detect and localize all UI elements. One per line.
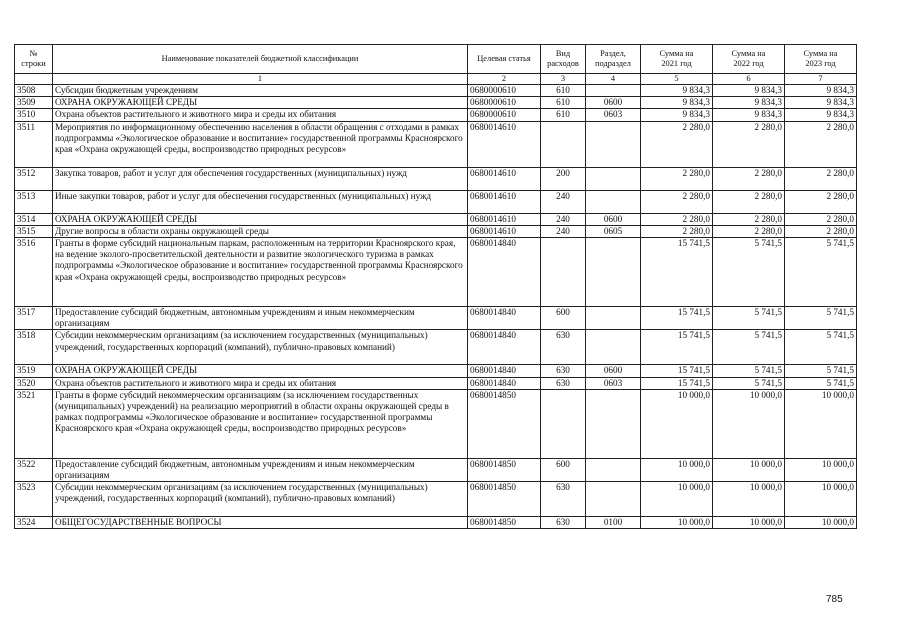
column-index-cell: 7 bbox=[785, 74, 857, 85]
expense-type-cell: 630 bbox=[541, 365, 586, 377]
section-cell: 0600 bbox=[586, 97, 641, 109]
target-article-cell: 0680014610 bbox=[468, 121, 541, 167]
table-row bbox=[15, 190, 857, 213]
sum-2021-cell: 2 280,0 bbox=[641, 213, 713, 225]
indicator-name-cell: ОХРАНА ОКРУЖАЮЩЕЙ СРЕДЫ bbox=[53, 365, 468, 377]
indicator-name-cell: Субсидии некоммерческим организациям (за исключением государственных (муниципальных) учреждений, государственных корпораций (компаний), публично-правовых компаний) bbox=[53, 330, 468, 365]
expense-type-cell: 240 bbox=[541, 190, 586, 213]
sum-2023-cell: 10 000,0 bbox=[785, 389, 857, 458]
sum-2021-cell: 10 000,0 bbox=[641, 482, 713, 517]
table-row bbox=[15, 365, 857, 377]
section-cell bbox=[586, 190, 641, 213]
column-index-cell bbox=[15, 74, 53, 85]
sum-2022-cell: 2 280,0 bbox=[713, 190, 785, 213]
sum-2022-cell: 9 834,3 bbox=[713, 109, 785, 121]
sum-2021-cell: 2 280,0 bbox=[641, 121, 713, 167]
sum-2021-cell: 15 741,5 bbox=[641, 307, 713, 330]
section-cell bbox=[586, 167, 641, 190]
sum-2021-cell: 2 280,0 bbox=[641, 225, 713, 237]
row-number-cell: 3511 bbox=[15, 121, 53, 167]
sum-2021-cell: 9 834,3 bbox=[641, 109, 713, 121]
section-cell bbox=[586, 330, 641, 365]
sum-2023-cell: 10 000,0 bbox=[785, 458, 857, 481]
target-article-cell: 0680014840 bbox=[468, 307, 541, 330]
sum-2021-cell: 10 000,0 bbox=[641, 389, 713, 458]
target-article-cell: 0680000610 bbox=[468, 109, 541, 121]
column-index-cell: 1 bbox=[53, 74, 468, 85]
expense-type-cell: 600 bbox=[541, 307, 586, 330]
page-number: 785 bbox=[826, 594, 843, 605]
header-row bbox=[15, 45, 857, 74]
target-article-cell: 0680014840 bbox=[468, 238, 541, 307]
sum-2021-cell: 15 741,5 bbox=[641, 377, 713, 389]
sum-2023-cell: 10 000,0 bbox=[785, 517, 857, 529]
indicator-name-cell: Охрана объектов растительного и животного мира и среды их обитания bbox=[53, 109, 468, 121]
expense-type-cell: 630 bbox=[541, 330, 586, 365]
sum-2023-cell: 2 280,0 bbox=[785, 213, 857, 225]
sum-2023-cell: 2 280,0 bbox=[785, 190, 857, 213]
sum-2023-cell: 9 834,3 bbox=[785, 97, 857, 109]
sum-2023-cell: 5 741,5 bbox=[785, 238, 857, 307]
target-article-cell: 0680000610 bbox=[468, 97, 541, 109]
indicator-name-cell: Охрана объектов растительного и животного мира и среды их обитания bbox=[53, 377, 468, 389]
expense-type-cell bbox=[541, 389, 586, 458]
section-cell: 0603 bbox=[586, 377, 641, 389]
sum-2022-cell: 5 741,5 bbox=[713, 307, 785, 330]
sum-2022-cell: 2 280,0 bbox=[713, 225, 785, 237]
table-row bbox=[15, 330, 857, 365]
row-number-cell: 3520 bbox=[15, 377, 53, 389]
section-cell bbox=[586, 389, 641, 458]
target-article-cell: 0680014850 bbox=[468, 482, 541, 517]
sum-2021-cell: 10 000,0 bbox=[641, 458, 713, 481]
expense-type-cell: 610 bbox=[541, 109, 586, 121]
table-row bbox=[15, 109, 857, 121]
sum-2022-cell: 10 000,0 bbox=[713, 482, 785, 517]
sum-2023-cell: 9 834,3 bbox=[785, 85, 857, 97]
row-number-cell: 3512 bbox=[15, 167, 53, 190]
header-row-no: № строки bbox=[15, 45, 53, 74]
budget-table bbox=[14, 44, 857, 529]
sum-2022-cell: 9 834,3 bbox=[713, 85, 785, 97]
section-cell: 0100 bbox=[586, 517, 641, 529]
sum-2022-cell: 5 741,5 bbox=[713, 377, 785, 389]
target-article-cell: 0680014610 bbox=[468, 167, 541, 190]
indicator-name-cell: ОХРАНА ОКРУЖАЮЩЕЙ СРЕДЫ bbox=[53, 97, 468, 109]
column-index-cell: 6 bbox=[713, 74, 785, 85]
indicator-name-cell: Субсидии некоммерческим организациям (за исключением государственных (муниципальных) учреждений, государственных корпораций (компаний), публично-правовых компаний) bbox=[53, 482, 468, 517]
section-cell bbox=[586, 482, 641, 517]
table-row bbox=[15, 377, 857, 389]
section-cell bbox=[586, 307, 641, 330]
indicator-name-cell: Другие вопросы в области охраны окружающей среды bbox=[53, 225, 468, 237]
row-number-cell: 3516 bbox=[15, 238, 53, 307]
expense-type-cell: 240 bbox=[541, 213, 586, 225]
column-index-cell: 3 bbox=[541, 74, 586, 85]
table-row bbox=[15, 225, 857, 237]
header-sum-2021: Сумма на 2021 год bbox=[641, 45, 713, 74]
indicator-name-cell: Субсидии бюджетным учреждениям bbox=[53, 85, 468, 97]
section-cell: 0600 bbox=[586, 213, 641, 225]
expense-type-cell: 200 bbox=[541, 167, 586, 190]
expense-type-cell: 610 bbox=[541, 97, 586, 109]
expense-type-cell: 630 bbox=[541, 517, 586, 529]
row-number-cell: 3524 bbox=[15, 517, 53, 529]
row-number-cell: 3519 bbox=[15, 365, 53, 377]
target-article-cell: 0680000610 bbox=[468, 85, 541, 97]
target-article-cell: 0680014840 bbox=[468, 377, 541, 389]
sum-2022-cell: 10 000,0 bbox=[713, 458, 785, 481]
row-number-cell: 3509 bbox=[15, 97, 53, 109]
target-article-cell: 0680014610 bbox=[468, 213, 541, 225]
section-cell bbox=[586, 458, 641, 481]
target-article-cell: 0680014610 bbox=[468, 225, 541, 237]
table-row bbox=[15, 458, 857, 481]
row-number-cell: 3523 bbox=[15, 482, 53, 517]
target-article-cell: 0680014610 bbox=[468, 190, 541, 213]
row-number-cell: 3508 bbox=[15, 85, 53, 97]
header-type: Вид расходов bbox=[541, 45, 586, 74]
sum-2022-cell: 2 280,0 bbox=[713, 213, 785, 225]
expense-type-cell: 240 bbox=[541, 225, 586, 237]
indicator-name-cell: ОХРАНА ОКРУЖАЮЩЕЙ СРЕДЫ bbox=[53, 213, 468, 225]
sum-2022-cell: 10 000,0 bbox=[713, 517, 785, 529]
table-row bbox=[15, 213, 857, 225]
table-row bbox=[15, 389, 857, 458]
expense-type-cell: 610 bbox=[541, 85, 586, 97]
header-name: Наименование показателей бюджетной классификации bbox=[53, 45, 468, 74]
sum-2023-cell: 5 741,5 bbox=[785, 330, 857, 365]
target-article-cell: 0680014850 bbox=[468, 389, 541, 458]
target-article-cell: 0680014840 bbox=[468, 330, 541, 365]
section-cell: 0603 bbox=[586, 109, 641, 121]
indicator-name-cell: Иные закупки товаров, работ и услуг для обеспечения государственных (муниципальных) нужд bbox=[53, 190, 468, 213]
sum-2021-cell: 2 280,0 bbox=[641, 190, 713, 213]
row-number-cell: 3514 bbox=[15, 213, 53, 225]
sum-2022-cell: 10 000,0 bbox=[713, 389, 785, 458]
sum-2021-cell: 9 834,3 bbox=[641, 85, 713, 97]
sum-2023-cell: 10 000,0 bbox=[785, 482, 857, 517]
indicator-name-cell: Гранты в форме субсидий национальным паркам, расположенным на территории Красноярского края, на ведение эколого-просветительской деятельности и развитие экологического туризма в рамках подпрограммы «Экологическое образование и воспитание» государственной программы Красноярского края «Охрана окружающей среды, воспроизводство природных ресурсов» bbox=[53, 238, 468, 307]
header-sum-2022: Сумма на 2022 год bbox=[713, 45, 785, 74]
sum-2021-cell: 15 741,5 bbox=[641, 238, 713, 307]
sum-2021-cell: 2 280,0 bbox=[641, 167, 713, 190]
row-number-cell: 3513 bbox=[15, 190, 53, 213]
sum-2023-cell: 9 834,3 bbox=[785, 109, 857, 121]
sum-2023-cell: 5 741,5 bbox=[785, 365, 857, 377]
sum-2021-cell: 15 741,5 bbox=[641, 365, 713, 377]
row-number-cell: 3518 bbox=[15, 330, 53, 365]
table-row bbox=[15, 85, 857, 97]
row-number-cell: 3517 bbox=[15, 307, 53, 330]
sum-2021-cell: 9 834,3 bbox=[641, 97, 713, 109]
section-cell: 0600 bbox=[586, 365, 641, 377]
indicator-name-cell: ОБЩЕГОСУДАРСТВЕННЫЕ ВОПРОСЫ bbox=[53, 517, 468, 529]
sum-2023-cell: 5 741,5 bbox=[785, 307, 857, 330]
expense-type-cell bbox=[541, 121, 586, 167]
table-row bbox=[15, 517, 857, 529]
indicator-name-cell: Предоставление субсидий бюджетным, автономным учреждениям и иным некоммерческим организациям bbox=[53, 307, 468, 330]
column-index-cell: 5 bbox=[641, 74, 713, 85]
sum-2023-cell: 2 280,0 bbox=[785, 225, 857, 237]
header-sum-2023: Сумма на 2023 год bbox=[785, 45, 857, 74]
target-article-cell: 0680014850 bbox=[468, 458, 541, 481]
sum-2021-cell: 10 000,0 bbox=[641, 517, 713, 529]
table-row bbox=[15, 307, 857, 330]
table-row bbox=[15, 482, 857, 517]
expense-type-cell: 630 bbox=[541, 482, 586, 517]
sum-2022-cell: 9 834,3 bbox=[713, 97, 785, 109]
column-index-cell: 2 bbox=[468, 74, 541, 85]
header-target: Целевая статья bbox=[468, 45, 541, 74]
table-row bbox=[15, 167, 857, 190]
sum-2021-cell: 15 741,5 bbox=[641, 330, 713, 365]
section-cell bbox=[586, 238, 641, 307]
sum-2023-cell: 2 280,0 bbox=[785, 167, 857, 190]
table-row bbox=[15, 121, 857, 167]
column-index-row bbox=[15, 74, 857, 85]
sum-2022-cell: 5 741,5 bbox=[713, 238, 785, 307]
expense-type-cell: 630 bbox=[541, 377, 586, 389]
indicator-name-cell: Мероприятия по информационному обеспечению населения в области обращения с отходами в рамках подпрограммы «Экологическое образование и воспитание» государственной программы Красноярского края «Охрана окружающей среды, воспроизводство природных ресурсов» bbox=[53, 121, 468, 167]
indicator-name-cell: Гранты в форме субсидий некоммерческим организациям (за исключением государственных (муниципальных) учреждений) на реализацию мероприятий в области охраны окружающей среды в рамках подпрограммы «Экологическое образование и воспитание» государственной программы Красноярского края «Охрана окружающей среды, воспроизводство природных ресурсов» bbox=[53, 389, 468, 458]
table-row bbox=[15, 97, 857, 109]
row-number-cell: 3515 bbox=[15, 225, 53, 237]
expense-type-cell: 600 bbox=[541, 458, 586, 481]
sum-2023-cell: 2 280,0 bbox=[785, 121, 857, 167]
indicator-name-cell: Закупка товаров, работ и услуг для обеспечения государственных (муниципальных) нужд bbox=[53, 167, 468, 190]
sum-2022-cell: 2 280,0 bbox=[713, 121, 785, 167]
table-body bbox=[15, 85, 857, 529]
header-section: Раздел, подраздел bbox=[586, 45, 641, 74]
target-article-cell: 0680014850 bbox=[468, 517, 541, 529]
sum-2022-cell: 5 741,5 bbox=[713, 330, 785, 365]
section-cell: 0605 bbox=[586, 225, 641, 237]
column-index-cell: 4 bbox=[586, 74, 641, 85]
sum-2023-cell: 5 741,5 bbox=[785, 377, 857, 389]
row-number-cell: 3510 bbox=[15, 109, 53, 121]
expense-type-cell bbox=[541, 238, 586, 307]
table-row bbox=[15, 238, 857, 307]
sum-2022-cell: 5 741,5 bbox=[713, 365, 785, 377]
target-article-cell: 0680014840 bbox=[468, 365, 541, 377]
sum-2022-cell: 2 280,0 bbox=[713, 167, 785, 190]
section-cell bbox=[586, 85, 641, 97]
section-cell bbox=[586, 121, 641, 167]
row-number-cell: 3522 bbox=[15, 458, 53, 481]
indicator-name-cell: Предоставление субсидий бюджетным, автономным учреждениям и иным некоммерческим организациям bbox=[53, 458, 468, 481]
row-number-cell: 3521 bbox=[15, 389, 53, 458]
